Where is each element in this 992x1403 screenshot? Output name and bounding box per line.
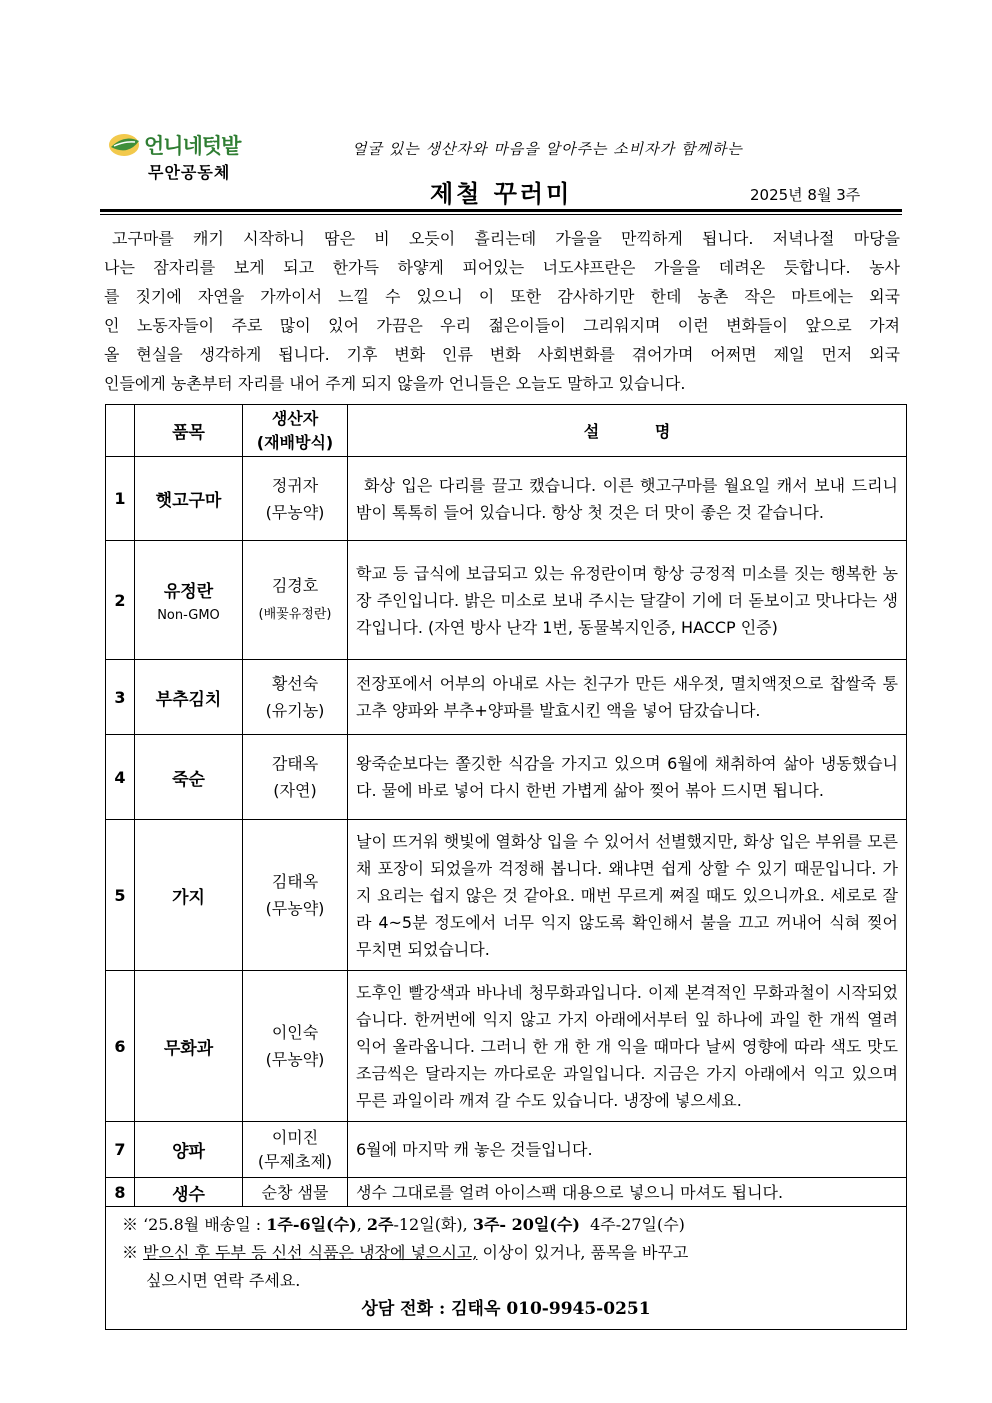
header-producer-label: 생산자 <box>271 408 319 428</box>
table-row <box>106 660 907 735</box>
row-item: 무화과 <box>135 971 243 1122</box>
producer-method: (무농약) <box>265 1050 325 1069</box>
table-row <box>106 735 907 820</box>
storage-note <box>122 1239 906 1267</box>
row-producer <box>243 457 348 541</box>
table-row <box>106 820 907 971</box>
row-item: 유정란 <box>163 582 214 602</box>
header-method-label: (재배방식) <box>256 432 334 452</box>
row-producer <box>243 735 348 820</box>
row-number: 3 <box>106 660 135 735</box>
table-header-row <box>106 405 907 457</box>
row-description: 왕죽순보다는 쫄깃한 식감을 가지고 있으며 6월에 채취하여 삶아 냉동했습니다. 물에 바로 넣어 다시 한번 가볍게 삶아 찢어 볶아 드시면 됩니다. <box>348 735 907 820</box>
row-item-sub: Non-GMO <box>157 608 220 623</box>
storage-note-line2: 싶으시면 연락 주세요. <box>146 1271 301 1290</box>
table-row <box>106 457 907 541</box>
issue-date: 2025년 8월 3주 <box>750 186 861 204</box>
intro-line: 인들에게 농촌부터 자리를 내어 주게 되지 않을까 언니들은 오늘도 말하고 있습니다. <box>104 374 686 393</box>
row-number: 6 <box>106 971 135 1122</box>
producer-method: (무제초제) <box>257 1151 333 1171</box>
note-mark: ※ <box>122 1243 144 1262</box>
intro-line: 고구마를 캐기 시작하니 땀은 비 오듯이 흘리는데 가을을 만끽하게 됩니다. 저녁나절 마당을 <box>112 229 900 248</box>
delivery-week2: 2주 <box>366 1215 394 1234</box>
producer-name: 김경호 <box>271 576 319 595</box>
producer-method: (유기농) <box>265 701 325 720</box>
table-row <box>106 541 907 660</box>
producer-name: 정귀자 <box>271 475 319 495</box>
producer-method: (무농약) <box>265 502 325 522</box>
row-producer <box>243 971 348 1122</box>
row-item: 가지 <box>135 820 243 971</box>
row-number: 7 <box>106 1122 135 1178</box>
row-number: 2 <box>106 541 135 660</box>
row-number: 4 <box>106 735 135 820</box>
row-item: 죽순 <box>135 735 243 820</box>
row-description: 전장포에서 어부의 아내로 사는 친구가 만든 새우젓, 멸치액젓으로 찹쌀죽 통고추 양파와 부추+양파를 발효시킨 액을 넣어 담갔습니다. <box>348 660 907 735</box>
page-title: 제철 꾸러미 <box>430 180 573 208</box>
delivery-schedule: ※ ‘25.8월 배송일 : 1주-6일(수), 2주-12일(화), 3주- 20일(수) 4주-27일(수) <box>122 1215 685 1234</box>
producer-name: 김태옥 <box>271 872 319 891</box>
row-producer <box>243 541 348 660</box>
header-producer <box>243 405 348 457</box>
table-row <box>106 1122 907 1178</box>
row-description: 6월에 마지막 캐 놓은 것들입니다. <box>348 1122 907 1178</box>
table-row <box>106 971 907 1122</box>
product-table <box>105 404 907 1330</box>
producer-method: (배꽃유정란) <box>258 607 332 622</box>
delivery-prefix: ※ ‘25.8월 배송일 : <box>122 1215 267 1234</box>
row-description: 학교 등 급식에 보급되고 있는 유정란이며 항상 긍정적 미소를 짓는 행복한 농장 주인입니다. 밝은 미소로 보내 주시는 달걀이 기에 더 돋보이고 맛나다는 생각입니다. (자연 방사 난각 1번, 동물복지인증, HACCP 인증) <box>348 541 907 660</box>
row-description: 화상 입은 다리를 끌고 캤습니다. 이른 햇고구마를 월요일 캐서 보내 드리니 밤이 톡톡히 들어 있습니다. 항상 첫 것은 더 맛이 좋은 것 같습니다. <box>348 457 907 541</box>
intro-line: 나는 잠자리를 보게 되고 한가득 하얗게 피어있는 너도샤프란은 가을을 데려온 듯합니다. 농사 <box>104 258 900 277</box>
row-number: 5 <box>106 820 135 971</box>
delivery-week4: 4주-27일(수) <box>590 1215 685 1234</box>
header-rule-thin <box>100 214 902 215</box>
logo-name: 언니네텃밭 <box>144 134 241 158</box>
notes-cell <box>106 1207 907 1330</box>
row-number: 1 <box>106 457 135 541</box>
contact-phone: 상담 전화 : 김태옥 010-9945-0251 <box>361 1299 651 1319</box>
logo <box>108 128 268 184</box>
intro-line: 인 노동자들이 주로 많이 있어 가끔은 우리 젊은이들이 그리워지며 이런 변화들이 앞으로 가져 <box>104 316 900 335</box>
row-producer <box>243 660 348 735</box>
producer-name: 황선숙 <box>271 674 319 693</box>
tagline: 얼굴 있는 생산자와 마음을 알아주는 소비자가 함께하는 <box>352 140 743 158</box>
intro-line: 올 현실을 생각하게 됩니다. 기후 변화 인류 변화 사회변화를 겪어가며 어쩌면 제일 먼저 외국 <box>104 345 900 364</box>
row-producer <box>243 820 348 971</box>
notes-row <box>106 1207 907 1330</box>
delivery-week2-date: -12일(화), <box>393 1215 468 1234</box>
intro-paragraph <box>104 224 900 398</box>
row-description: 날이 뜨거워 햇빛에 열화상 입을 수 있어서 선별했지만, 화상 입은 부위를 모른 채 포장이 되었을까 걱정해 봅니다. 왜냐면 쉽게 상할 수 있기 때문입니다. 가지 요리는 쉽지 않은 것 같아요. 매번 무르게 쪄질 때도 있으니까요. 세로로 잘라 4~5분 정도에서 너무 익지 않도록 확인해서 불을 끄고 꺼내어 식혀 찢어 무치면 되었습니다. <box>348 820 907 971</box>
row-number: 8 <box>106 1178 135 1207</box>
intro-line: 를 짓기에 자연을 가까이서 느낄 수 있으니 이 또한 감사하기만 한데 농촌 작은 마트에는 외국 <box>104 287 900 306</box>
producer-method: (무농약) <box>265 899 325 918</box>
header-rule-thick <box>100 209 902 212</box>
row-description: 도후인 빨강색과 바나네 청무화과입니다. 이제 본격적인 무화과철이 시작되었습니다. 한꺼번에 익지 않고 가지 아래에서부터 잎 하나에 과일 한 개씩 열려 익어 올라옵니다. 그러니 한 개 한 개 익을 때마다 날씨 영향에 따라 색도 맛도 조금씩은 달라지는 까다로운 과일입니다. 지금은 가지 아래에서 익고 있으며 무른 과일이라 깨져 갈 수도 있습니다. 냉장에 넣으세요. <box>348 971 907 1122</box>
row-producer <box>243 1122 348 1178</box>
header-no <box>106 405 135 457</box>
row-producer: 순창 샘물 <box>243 1178 348 1207</box>
delivery-week3: 3주- 20일(수) <box>472 1215 580 1234</box>
delivery-week1: 1주-6일(수) <box>266 1215 357 1234</box>
logo-subtitle: 무안공동체 <box>148 163 231 182</box>
logo-leaf-icon <box>108 132 144 158</box>
producer-method: (자연) <box>273 781 317 800</box>
storage-note-underlined: 받으신 후 두부 등 신선 식품은 냉장에 넣으시고, <box>143 1243 478 1262</box>
row-item: 양파 <box>135 1122 243 1178</box>
row-description: 생수 그대로를 얼려 아이스팩 대용으로 넣으니 마셔도 됩니다. <box>348 1178 907 1207</box>
table-row <box>106 1178 907 1207</box>
header-description: 설 명 <box>348 405 907 457</box>
producer-name: 이인숙 <box>271 1023 319 1042</box>
storage-note-rest: 이상이 있거나, 품목을 바꾸고 <box>477 1243 689 1262</box>
producer-name: 감태옥 <box>271 754 319 773</box>
row-item: 부추김치 <box>135 660 243 735</box>
producer-name: 이미진 <box>271 1127 319 1147</box>
header-item: 품목 <box>135 405 243 457</box>
row-item: 생수 <box>135 1178 243 1207</box>
row-item: 햇고구마 <box>135 457 243 541</box>
row-item-cell <box>135 541 243 660</box>
